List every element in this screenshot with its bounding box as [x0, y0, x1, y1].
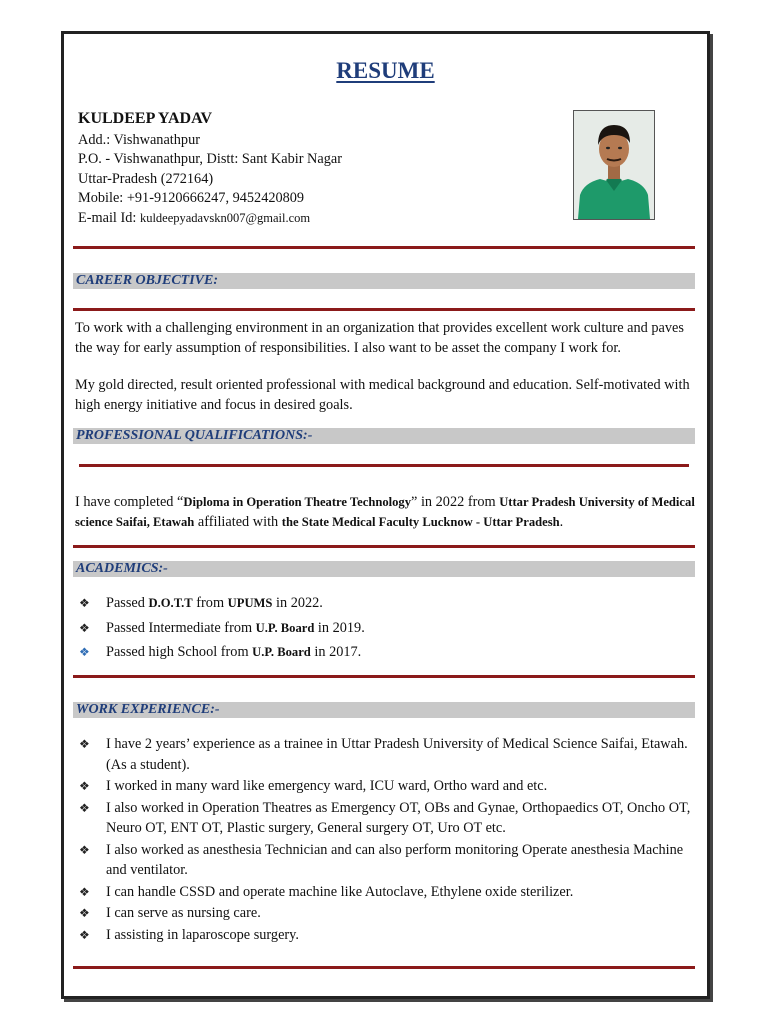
career-objective-heading: CAREER OBJECTIVE:: [73, 273, 695, 289]
divider-rule: [73, 246, 695, 249]
qual-diploma: Diploma in Operation Theatre Technology: [183, 495, 412, 509]
academic-board: UPUMS: [227, 596, 273, 610]
diamond-bullet-icon: ❖: [79, 620, 90, 635]
qualification-paragraph: [75, 492, 697, 532]
academic-text: Passed: [106, 595, 149, 611]
academic-text: Passed Intermediate from: [106, 619, 256, 636]
work-item-text: I worked in many ward like emergency ward, ICU ward, Ortho ward and etc.: [106, 778, 548, 794]
academic-board: U.P. Board: [252, 645, 311, 659]
list-item: [78, 776, 696, 797]
email-line: [78, 209, 342, 229]
post-office-line: P.O. - Vishwanathpur, Distt: Sant Kabir Nagar: [78, 151, 342, 167]
email-address: kuldeepyadavskn007@gmail.com: [139, 210, 311, 225]
divider-rule: [79, 464, 689, 467]
career-objective-paragraph-2: My gold directed, result oriented professional with medical background and education. Self-motivated with high energy initiative and focus in desired goals.: [75, 377, 690, 413]
qual-university: Uttar Pradesh University of Medical science Saifai, Etawah: [75, 495, 695, 529]
academics-heading: ACADEMICS:-: [73, 561, 695, 577]
divider-rule: [73, 966, 695, 969]
work-item-text: I can handle CSSD and operate machine like Autoclave, Ethylene oxide sterilizer.: [106, 883, 574, 900]
academic-text: in 2022.: [272, 595, 323, 611]
diamond-bullet-icon: ❖: [79, 800, 90, 815]
work-item-text: I have 2 years’ experience as a trainee in Uttar Pradesh University of Medical Science Saifai, Etawah. (As a student).: [106, 736, 688, 773]
list-item: [78, 593, 696, 614]
diamond-bullet-icon: ❖: [79, 884, 90, 899]
resume-page: [61, 31, 710, 999]
list-item: [78, 734, 696, 775]
list-item: [78, 642, 696, 663]
diamond-bullet-icon: ❖: [79, 779, 90, 793]
academic-text: in 2019.: [314, 619, 365, 636]
professional-qualifications-heading: PROFESSIONAL QUALIFICATIONS:-: [73, 428, 695, 444]
list-item: [78, 618, 696, 639]
qual-text: .: [559, 514, 564, 530]
list-item: [78, 925, 696, 946]
qual-text: affiliated with: [194, 514, 282, 530]
list-item: [78, 882, 696, 903]
career-objective-paragraph-1: To work with a challenging environment in an organization that provides excellent work culture and paves the way for early assumption of responsibilities. I also want to be asset the company I work for.: [75, 320, 684, 356]
work-item-text: I also worked in Operation Theatres as Emergency OT, OBs and Gynae, Orthopaedics OT, Oncho OT, Neuro OT, ENT OT, Plastic surgery, General surgery OT, Uro OT etc.: [106, 799, 691, 836]
divider-rule: [73, 308, 695, 311]
work-item-text: I also worked as anesthesia Technician and can also perform monitoring Operate anesthesia Machine and ventilator.: [106, 841, 684, 878]
work-item-text: I can serve as nursing care.: [106, 905, 261, 921]
state-line: Uttar-Pradesh (272164): [78, 170, 214, 187]
diamond-bullet-icon: ❖: [79, 906, 90, 920]
academics-list: [78, 593, 696, 663]
academic-board: U.P. Board: [255, 620, 315, 635]
mobile-line: Mobile: +91-9120666247, 9452420809: [78, 190, 305, 206]
divider-rule: [73, 545, 695, 548]
qual-text: I have completed “: [75, 494, 184, 510]
profile-photo: [573, 110, 655, 220]
resume-title: RESUME: [336, 58, 435, 83]
diamond-bullet-icon: ❖: [79, 842, 90, 857]
qual-text: ” in 2022 from: [411, 494, 500, 510]
work-experience-heading: WORK EXPERIENCE:-: [73, 702, 695, 718]
list-item: [78, 903, 696, 924]
work-experience-list: [78, 734, 696, 945]
work-item-text: I assisting in laparoscope surgery.: [106, 926, 299, 943]
diamond-bullet-icon: ❖: [79, 645, 90, 659]
list-item: [78, 798, 696, 839]
qual-affiliation: the State Medical Faculty Lucknow - Uttar Pradesh: [281, 515, 560, 529]
email-label: E-mail Id:: [78, 209, 140, 226]
diamond-bullet-icon: ❖: [79, 596, 90, 610]
academic-text: in 2017.: [310, 644, 362, 660]
address-line: Add.: Vishwanathpur: [78, 131, 200, 148]
candidate-name: KULDEEP YADAV: [78, 110, 213, 127]
contact-block: [78, 109, 342, 228]
academic-text: from: [192, 595, 228, 611]
diamond-bullet-icon: ❖: [79, 737, 90, 751]
divider-rule: [73, 675, 695, 678]
diamond-bullet-icon: ❖: [79, 927, 90, 942]
list-item: [78, 840, 696, 881]
academic-text: Passed high School from: [106, 644, 253, 660]
academic-course: D.O.T.T: [148, 596, 193, 610]
